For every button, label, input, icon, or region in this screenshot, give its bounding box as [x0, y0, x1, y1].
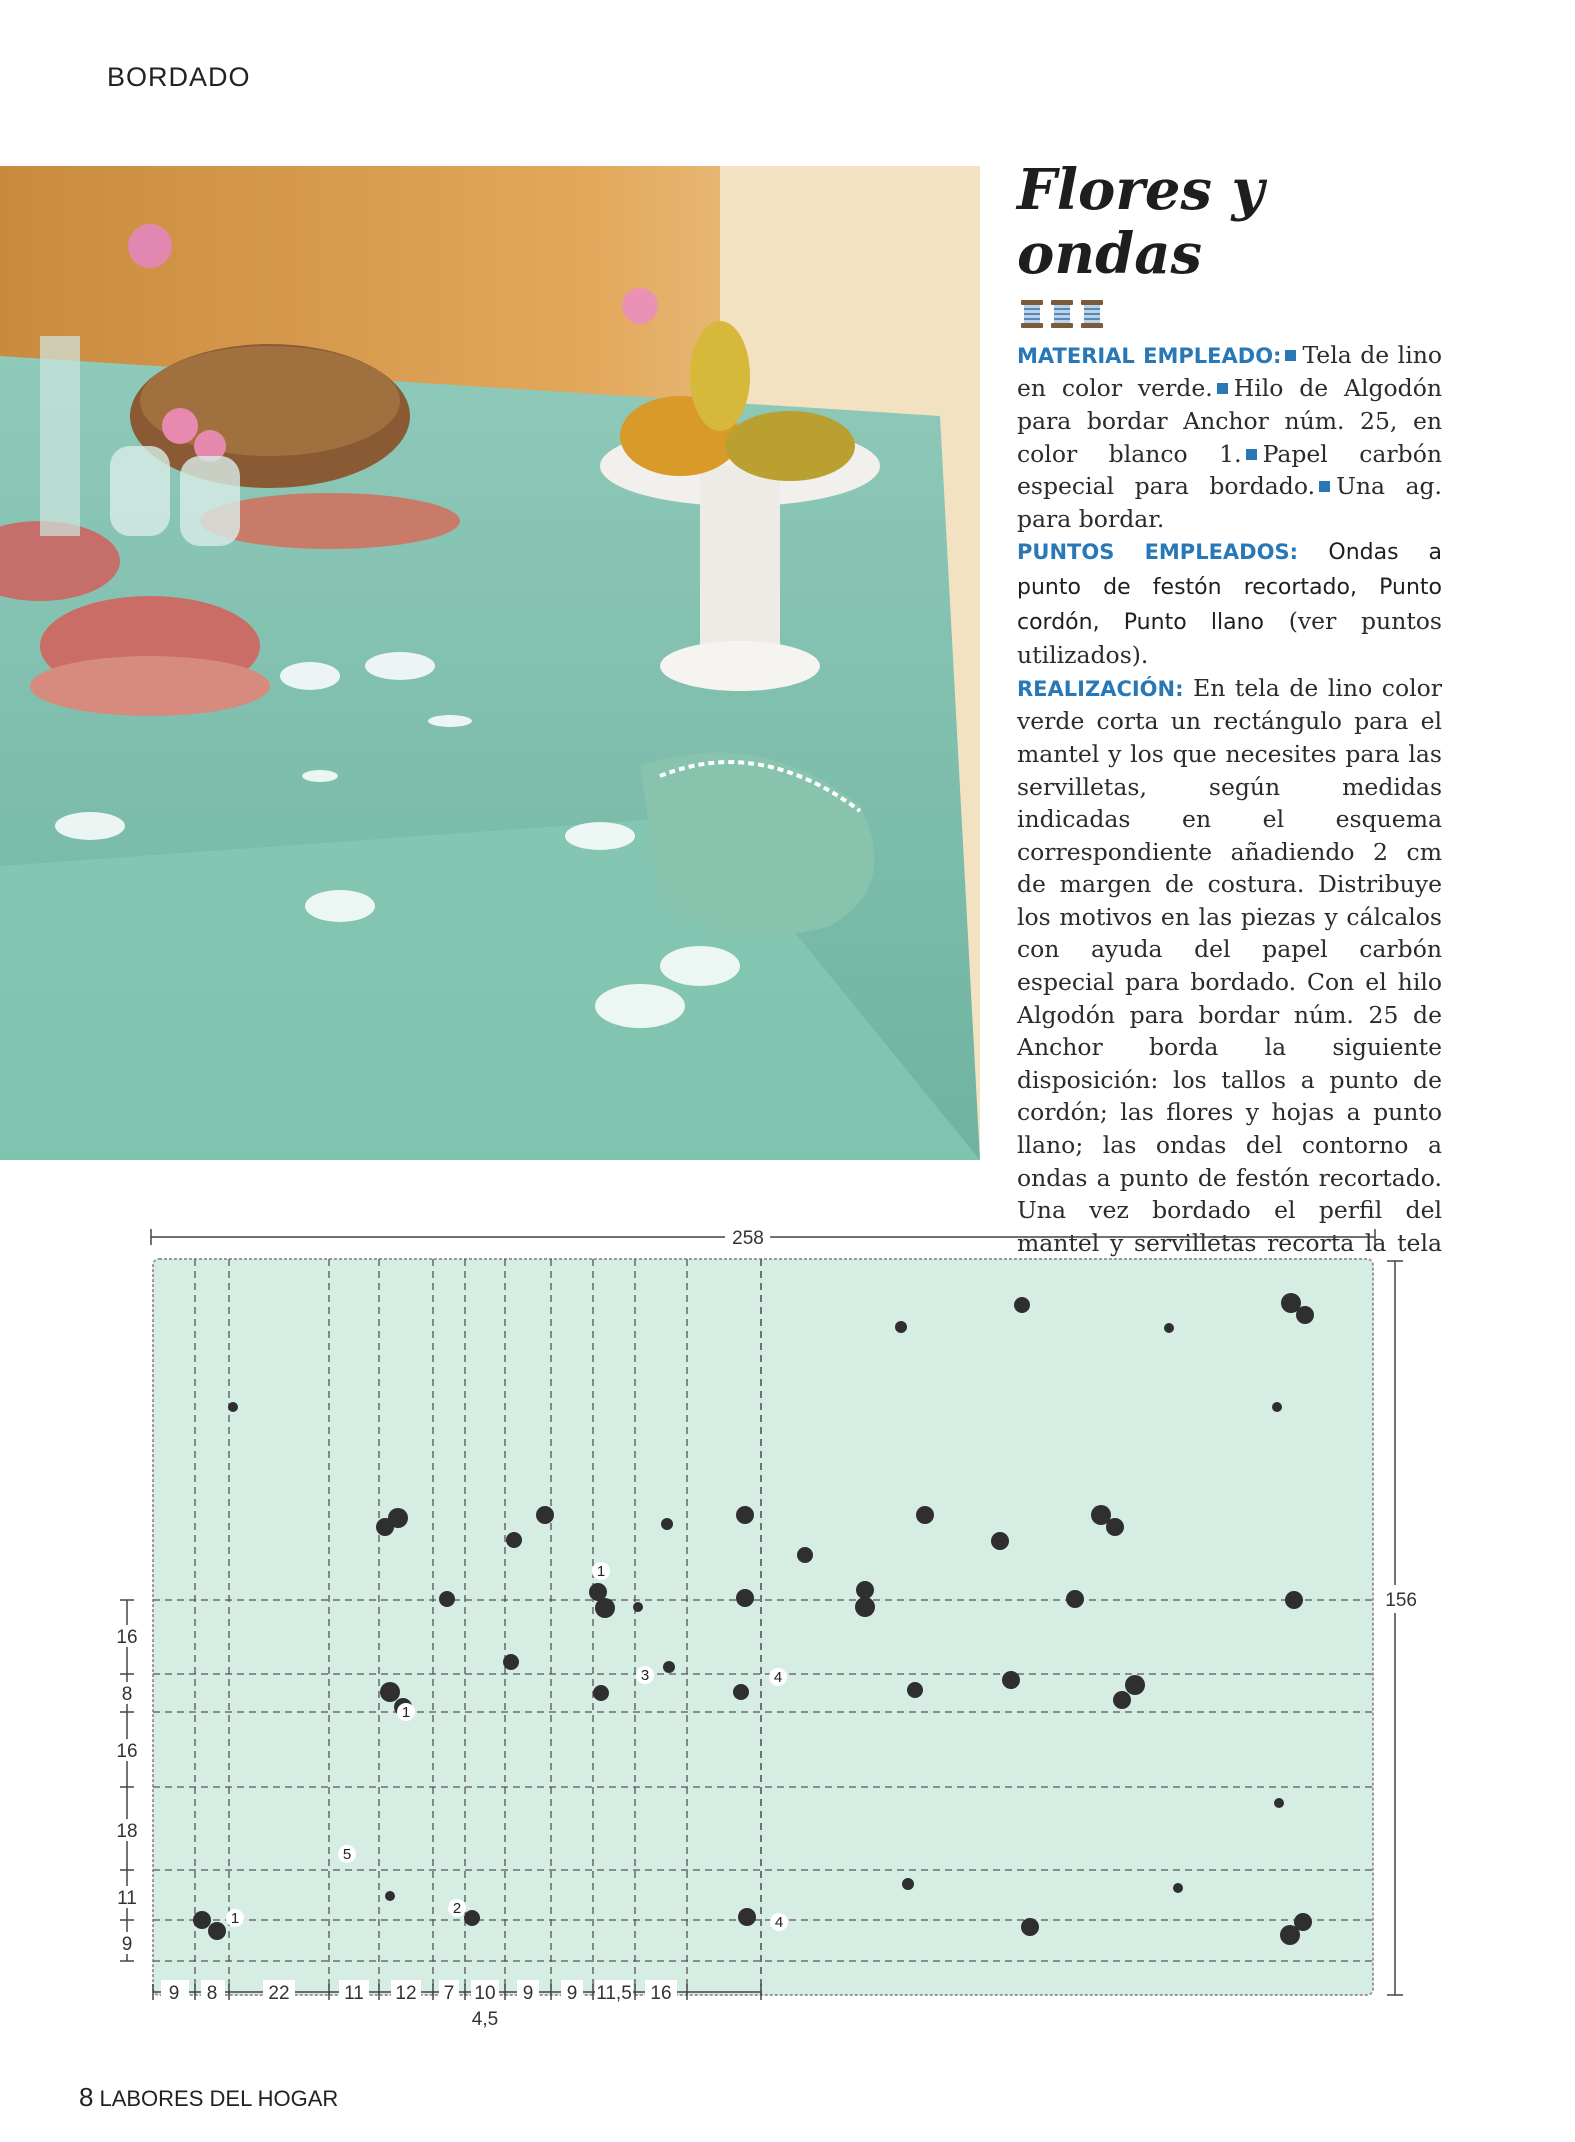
- width-label: 258: [732, 1228, 764, 1249]
- stitches-note: (ver puntos utilizados).: [1017, 606, 1442, 670]
- bottom-dim: 9: [522, 1983, 534, 2004]
- thread-spool-icon: [1049, 299, 1075, 329]
- tablecloth-diagram: [105, 1215, 1435, 2030]
- section-label: BORDADO: [107, 62, 251, 92]
- height-label: 156: [1385, 1590, 1417, 1611]
- bottom-dim: 9: [566, 1983, 578, 2004]
- difficulty-rating: [1019, 299, 1442, 329]
- bottom-dim: 8: [206, 1983, 218, 2004]
- realization-label: REALIZACIÓN:: [1017, 676, 1184, 701]
- motif-number: 2: [452, 1900, 462, 1917]
- article-body: [1017, 339, 1442, 1292]
- magazine-name: LABORES DEL HOGAR: [99, 2086, 339, 2111]
- bottom-dim: 7: [443, 1983, 455, 2004]
- bottom-dim: 11,5: [596, 1983, 632, 2004]
- motif-number: 1: [596, 1563, 606, 1580]
- left-dim: 16: [116, 1627, 138, 1648]
- material-item: Hilo de Algodón para bordar Anchor núm. 25, en color blanco 1.: [1017, 374, 1442, 468]
- page-number: 8: [79, 2082, 94, 2112]
- left-dim: 9: [121, 1934, 133, 1955]
- left-dim: 11: [117, 1888, 137, 1909]
- material-item: Papel carbón especial para bordado.: [1017, 439, 1442, 501]
- bottom-dim: 11: [344, 1983, 364, 2004]
- thread-spool-icon: [1079, 299, 1105, 329]
- material-item: Tela de lino en color verde.: [1017, 340, 1442, 403]
- motif-number: 4: [774, 1914, 784, 1931]
- left-dim: 18: [116, 1821, 138, 1842]
- motif-number: 1: [230, 1910, 240, 1927]
- bottom-dim: 12: [395, 1983, 417, 2004]
- motif-number: 3: [640, 1667, 650, 1684]
- realization-text: En tela de lino color verde corta un rectángulo para el mantel y los que necesites para las servilletas, según medidas indicadas en el esquema correspondiente añadiendo 2 cm de margen de costura. Distribuye los motivos en las piezas y cálcalos con ayuda del papel carbón especial para bordado. Con el hilo Algodón para bordar núm. 25 de Anchor borda la siguiente disposición: los tallos a punto de cordón; las flores y hojas a punto llano; las ondas del contorno a ondas a punto de festón recortado. Una vez bordado el perfil del mantel y servilletas recorta tela: [1017, 673, 1442, 1257]
- left-dim: 8: [121, 1684, 133, 1705]
- bottom-dim: 22: [268, 1983, 290, 2004]
- thread-spool-icon: [1019, 299, 1045, 329]
- bottom-dim-extra: 4,5: [471, 2009, 499, 2030]
- stitches-text: Ondas a punto de festón recortado, Punto cordón, Punto llano: [1017, 540, 1442, 635]
- bottom-dim: 9: [168, 1983, 180, 2004]
- motif-number: 4: [773, 1669, 783, 1686]
- bottom-dim: 10: [474, 1983, 496, 2004]
- bottom-dim: 16: [650, 1983, 672, 2004]
- material-item: Una ag. para bordar.: [1017, 472, 1442, 533]
- motif-number: 5: [342, 1846, 352, 1863]
- motif-number: 1: [401, 1704, 411, 1721]
- material-label: MATERIAL EMPLEADO:: [1017, 343, 1282, 368]
- table-photo: [0, 166, 980, 1160]
- stitches-label: PUNTOS EMPLEADOS:: [1017, 540, 1298, 565]
- left-dim: 16: [116, 1741, 138, 1762]
- article-title: Flores y ondas: [1017, 157, 1265, 288]
- footer: [79, 2082, 338, 2113]
- article: [1017, 158, 1442, 1292]
